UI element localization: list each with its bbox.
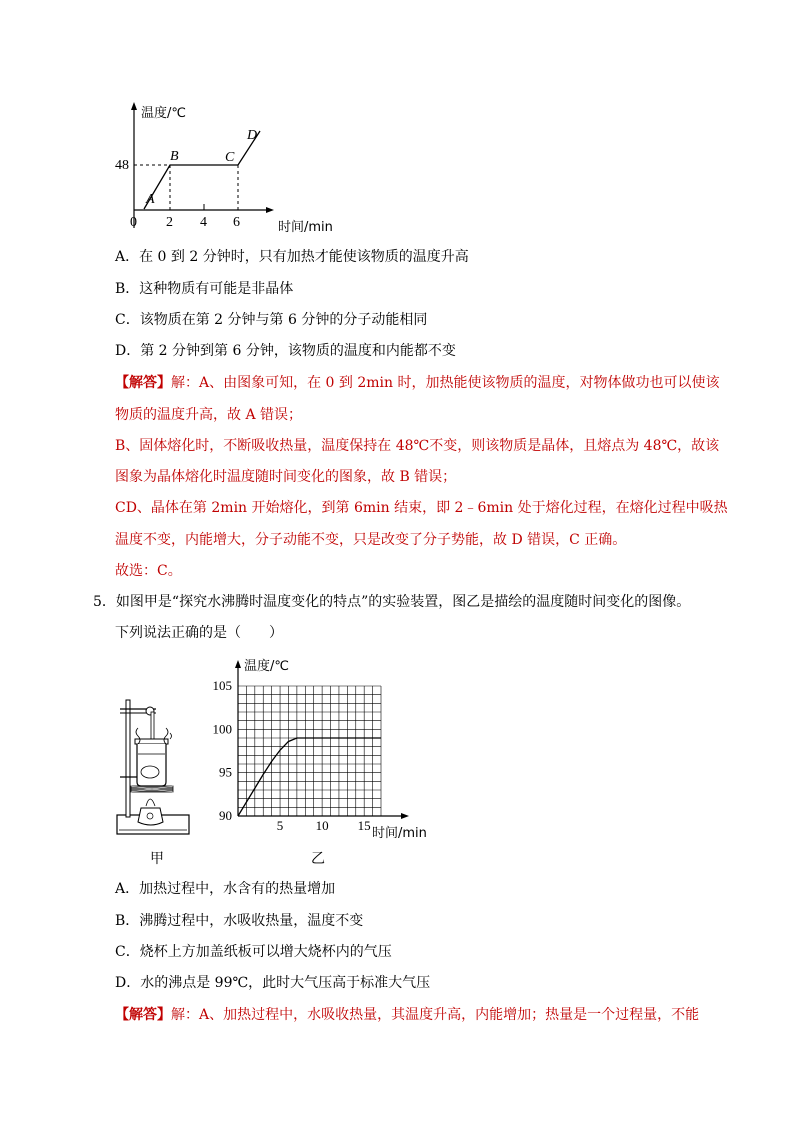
q4-point-c: C bbox=[225, 150, 235, 165]
q4-x-tick: 6 bbox=[233, 215, 240, 230]
q5-stem: 下列说法正确的是（ ） bbox=[115, 625, 283, 641]
x-tick-label: 10 bbox=[315, 818, 329, 833]
q4-y-axis-label: 温度/℃ bbox=[141, 106, 186, 121]
answer-tag: 【解答】 bbox=[115, 1007, 171, 1023]
x-axis-arrow bbox=[401, 813, 409, 819]
answer-tag: 【解答】 bbox=[115, 375, 171, 391]
q4-option-c: C．该物质在第 2 分钟与第 6 分钟的分子动能相同 bbox=[115, 312, 428, 328]
q5-option-d: D．水的沸点是 99℃，此时大气压高于标准大气压 bbox=[115, 975, 431, 991]
y-tick-label: 100 bbox=[212, 721, 232, 737]
q5-option-c: C．烧杯上方加盖纸板可以增大烧杯内的气压 bbox=[115, 944, 392, 960]
q4-x-tick: 2 bbox=[166, 215, 173, 230]
q5-chart-y-label: 温度/℃ bbox=[244, 659, 289, 674]
answer-text: 解：A、由图象可知，在 0 到 2min 时，加热能使该物质的温度，对物体做功也可以使该 bbox=[171, 375, 720, 391]
q5-option-a: A．加热过程中，水含有的热量增加 bbox=[115, 881, 336, 897]
q4-answer-line: 温度不变，内能增大，分子动能不变，只是改变了分子势能，故 D 错误，C 正确。 bbox=[115, 532, 627, 548]
q4-x-axis-label: 时间/min bbox=[278, 220, 333, 235]
q4-x-tick: 4 bbox=[200, 215, 207, 230]
q5-chart-x-label: 时间/min bbox=[372, 826, 427, 841]
q4-point-d: D bbox=[247, 128, 258, 143]
q4-option-a: A．在 0 到 2 分钟时，只有加热才能使该物质的温度升高 bbox=[115, 249, 469, 265]
y-tick-label: 95 bbox=[219, 764, 232, 780]
answer-text: 解：A、加热过程中，水吸收热量，其温度升高，内能增加；热量是一个过程量，不能 bbox=[171, 1007, 700, 1023]
q5-option-b: B．沸腾过程中，水吸收热量，温度不变 bbox=[115, 913, 364, 929]
q4-point-b: B bbox=[170, 149, 179, 164]
q5-answer-line bbox=[115, 1006, 699, 1024]
figure-label-yi: 乙 bbox=[311, 851, 325, 867]
y-tick-label: 90 bbox=[219, 808, 232, 823]
q5-stem: 5．如图甲是“探究水沸腾时温度变化的特点”的实验装置，图乙是描绘的温度随时间变化的图像。 bbox=[93, 594, 691, 610]
q4-answer-line: B、固体熔化时，不断吸收热量，温度保持在 48℃不变，则该物质是晶体，且熔点为 48℃，故该 bbox=[115, 438, 720, 454]
y-axis-arrow bbox=[235, 660, 241, 668]
q4-y-value: 48 bbox=[115, 158, 129, 173]
q4-option-b: B．这种物质有可能是非晶体 bbox=[115, 281, 294, 297]
q4-answer-line: 故选：C。 bbox=[115, 563, 182, 579]
y-tick-label: 105 bbox=[212, 678, 232, 693]
figure-label-jia: 甲 bbox=[150, 851, 164, 867]
x-tick-label: 5 bbox=[276, 818, 284, 833]
q4-answer-line: 图象为晶体熔化时温度随时间变化的图象，故 B 错误； bbox=[115, 469, 457, 485]
q4-point-a: A bbox=[146, 192, 155, 207]
q4-x-tick: 0 bbox=[130, 215, 137, 230]
q4-answer-line: CD、晶体在第 2min 开始熔化，到第 6min 结束，即 2﹣6min 处于熔化过程，在熔化过程中吸热 bbox=[115, 500, 728, 516]
x-tick-label: 15 bbox=[357, 818, 371, 833]
q4-option-d: D．第 2 分钟到第 6 分钟，该物质的温度和内能都不变 bbox=[115, 343, 456, 359]
q4-answer-line bbox=[115, 374, 720, 392]
series-line bbox=[238, 738, 381, 816]
q4-answer-line: 物质的温度升高，故 A 错误； bbox=[115, 407, 303, 423]
